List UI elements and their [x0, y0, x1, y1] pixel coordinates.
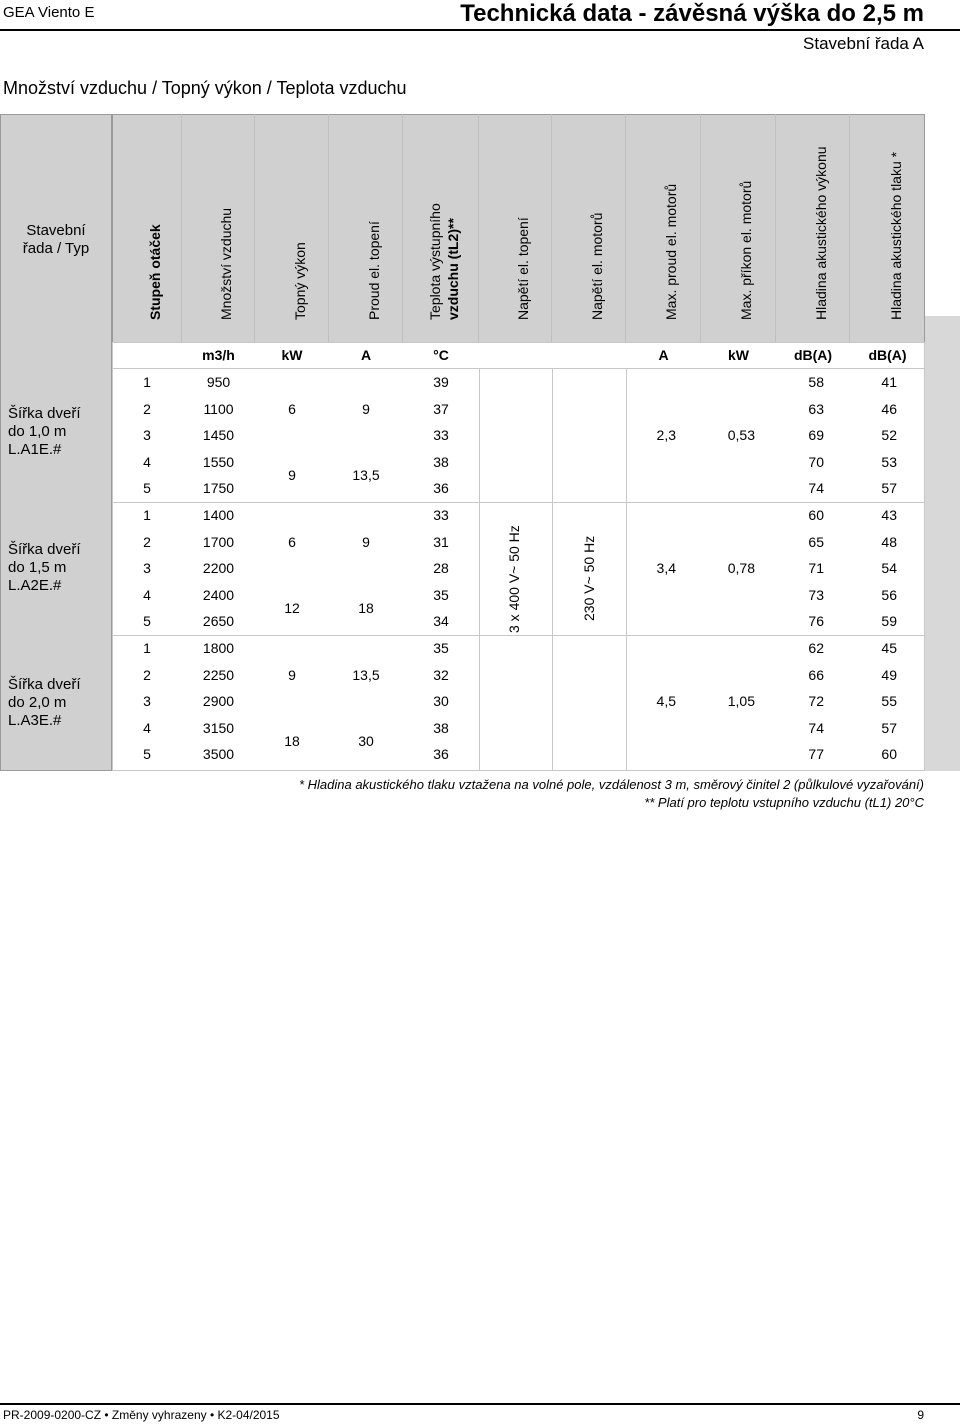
cell-sound-power: 72 — [808, 693, 824, 710]
unit-lwa: dB(A) — [793, 347, 833, 363]
cell-sound-pressure: 59 — [881, 613, 897, 630]
col-header-label: Max. příkon el. motorů — [738, 180, 754, 320]
cell-heating-current: 9 — [362, 533, 370, 550]
col-header-voltage-motor — [552, 114, 626, 342]
cell-sound-pressure: 43 — [881, 507, 897, 523]
group-divider — [112, 635, 925, 636]
cell-sound-power: 71 — [808, 560, 824, 577]
cell-max-motor-power: 1,05 — [727, 693, 755, 710]
group-label-line: do 1,0 m — [8, 423, 67, 440]
cell-sound-pressure: 48 — [881, 533, 897, 550]
col-header-current — [329, 114, 403, 342]
cell-sound-power: 62 — [808, 640, 824, 656]
cell-air-volume: 2900 — [202, 693, 235, 710]
cell-sound-pressure: 57 — [881, 719, 897, 736]
unit-heat: kW — [281, 347, 303, 363]
col-header-stage — [112, 114, 182, 342]
col-header-label: Napětí el. topení — [515, 217, 531, 320]
cell-sound-power: 70 — [808, 453, 824, 470]
footnote-sound-pressure: * Hladina akustického tlaku vztažena na volné pole, vzdálenost 3 m, směrový činitel 2 (půlkulové vyzařování) — [298, 777, 924, 792]
cell-stage: 1 — [143, 374, 151, 390]
cell-heat-output: 12 — [284, 600, 300, 617]
column-divider — [479, 368, 480, 771]
cell-outlet-temp: 37 — [433, 400, 449, 417]
cell-air-volume: 2250 — [202, 666, 235, 683]
cell-sound-power: 76 — [808, 613, 824, 630]
cell-stage: 5 — [143, 613, 151, 630]
cell-stage: 3 — [143, 427, 151, 444]
col-header-air — [182, 114, 255, 342]
cell-outlet-temp: 33 — [433, 507, 449, 523]
cell-outlet-temp: 31 — [433, 533, 449, 550]
col-header-heat — [255, 114, 329, 342]
cell-air-volume: 1750 — [202, 480, 235, 497]
cell-sound-power: 58 — [808, 374, 824, 390]
cell-stage: 1 — [143, 640, 151, 656]
col-header-max-power — [701, 114, 776, 342]
col-header-label: Proud el. topení — [365, 221, 382, 320]
cell-air-volume: 2200 — [202, 560, 235, 577]
unit-temp: °C — [433, 347, 449, 363]
col-header-label: Max. proud el. motorů — [663, 183, 679, 320]
unit-lpa: dB(A) — [868, 347, 907, 363]
cell-sound-power: 63 — [808, 400, 824, 417]
table-shadow — [925, 316, 960, 771]
cell-heating-current: 30 — [358, 733, 374, 750]
cell-sound-pressure: 57 — [881, 480, 897, 497]
cell-heating-current: 9 — [362, 400, 370, 417]
header-rule — [0, 29, 960, 31]
cell-sound-pressure: 56 — [881, 586, 897, 603]
cell-sound-pressure: 46 — [881, 400, 897, 417]
type-header-line: řada / Typ — [22, 240, 90, 257]
cell-outlet-temp: 35 — [433, 586, 449, 603]
col-header-label: Topný výkon — [291, 242, 308, 320]
cell-sound-power: 69 — [808, 427, 824, 444]
group-label-line: L.A1E.# — [8, 441, 62, 458]
col-header-label: Hladina akustického výkonu — [812, 146, 829, 320]
cell-sound-power: 74 — [808, 719, 824, 736]
cell-heat-output: 9 — [288, 467, 296, 484]
unit-current: A — [360, 347, 372, 363]
page-number: 9 — [917, 1408, 924, 1422]
cell-air-volume: 1100 — [203, 400, 234, 417]
unit-max-current: A — [658, 347, 669, 363]
group-label-line: Šířka dveří — [8, 676, 81, 693]
cell-air-volume: 1700 — [202, 533, 235, 550]
group-divider — [112, 502, 925, 503]
col-header-lwa — [776, 114, 850, 342]
cell-air-volume: 3150 — [202, 719, 235, 736]
group-label-line: do 2,0 m — [8, 694, 67, 711]
cell-air-volume: 2400 — [202, 586, 235, 603]
cell-sound-power: 73 — [808, 586, 824, 603]
page-subtitle: Stavební řada A — [803, 34, 924, 53]
cell-stage: 1 — [143, 507, 151, 523]
cell-outlet-temp: 39 — [433, 374, 449, 390]
group-label-line: do 1,5 m — [8, 559, 67, 576]
col-header-label: Napětí el. motorů — [588, 212, 605, 320]
cell-stage: 4 — [143, 719, 151, 736]
col-header-lpa — [850, 114, 925, 342]
cell-heating-current: 13,5 — [352, 666, 380, 683]
unit-max-power: kW — [728, 347, 749, 363]
cell-air-volume: 1400 — [202, 507, 235, 523]
cell-stage: 2 — [143, 533, 151, 550]
cell-heat-output: 6 — [288, 533, 296, 550]
brand-name: GEA Viento E — [3, 4, 95, 21]
cell-sound-power: 77 — [808, 746, 824, 763]
cell-air-volume: 1450 — [202, 427, 235, 444]
cell-outlet-temp: 32 — [433, 666, 449, 683]
cell-heat-output: 6 — [288, 400, 296, 417]
cell-sound-pressure: 52 — [881, 427, 897, 444]
cell-stage: 3 — [143, 560, 151, 577]
cell-sound-power: 65 — [808, 533, 824, 550]
cell-outlet-temp: 35 — [433, 640, 449, 656]
cell-sound-power: 74 — [808, 480, 824, 497]
type-header-line: Stavební — [26, 222, 86, 239]
cell-stage: 2 — [143, 666, 151, 683]
cell-sound-pressure: 49 — [881, 666, 897, 683]
cell-stage: 4 — [143, 453, 151, 470]
col-header-temp — [403, 114, 479, 342]
col-header-label: vzduchu (tL2)** — [444, 218, 461, 320]
cell-sound-power: 66 — [808, 666, 824, 683]
col-header-max-current — [626, 114, 701, 342]
unit-air: m3/h — [202, 347, 235, 363]
cell-heating-current: 18 — [358, 600, 374, 617]
footer-text: PR-2009-0200-CZ • Změny vyhrazeny • K2-04/2015 — [3, 1408, 280, 1422]
group-label-line: Šířka dveří — [8, 405, 81, 422]
cell-max-motor-power: 0,53 — [727, 427, 755, 444]
cell-sound-power: 60 — [808, 507, 824, 523]
cell-air-volume: 1800 — [202, 640, 235, 656]
cell-stage: 3 — [143, 693, 151, 710]
footnote-inlet-temp: ** Platí pro teplotu vstupního vzduchu (tL1) 20°C — [644, 795, 924, 810]
cell-stage: 5 — [143, 746, 151, 763]
cell-outlet-temp: 28 — [433, 560, 449, 577]
col-header-voltage-heat — [479, 114, 552, 342]
cell-air-volume: 950 — [206, 374, 231, 390]
unit-row-divider — [112, 368, 925, 369]
group-label — [8, 541, 81, 595]
cell-sound-pressure: 54 — [881, 560, 897, 577]
cell-outlet-temp: 36 — [433, 746, 449, 763]
group-label-line: L.A2E.# — [8, 577, 62, 594]
cell-max-motor-current: 2,3 — [656, 427, 676, 444]
cell-sound-pressure: 45 — [881, 640, 897, 656]
group-label-line: L.A3E.# — [8, 712, 62, 729]
cell-max-motor-current: 3,4 — [656, 560, 676, 577]
cell-stage: 2 — [143, 400, 151, 417]
cell-outlet-temp: 30 — [433, 693, 449, 710]
footer-rule — [0, 1403, 960, 1405]
voltage-motors: 230 V~ 50 Hz — [581, 535, 597, 621]
cell-sound-pressure: 41 — [881, 374, 897, 390]
voltage-heating: 3 x 400 V~ 50 Hz — [506, 525, 522, 633]
col-header-label: Hladina akustického tlaku * — [887, 151, 904, 320]
cell-sound-pressure: 60 — [881, 746, 897, 763]
cell-outlet-temp: 33 — [433, 427, 449, 444]
column-divider — [552, 368, 553, 771]
type-header — [16, 222, 96, 258]
section-title: Množství vzduchu / Topný výkon / Teplota vzduchu — [3, 78, 407, 98]
col-header-label: Stupeň otáček — [146, 224, 163, 320]
cell-heating-current: 13,5 — [352, 467, 380, 484]
group-label — [8, 676, 81, 730]
cell-sound-pressure: 53 — [881, 453, 897, 470]
cell-heat-output: 9 — [288, 666, 296, 683]
cell-air-volume: 3500 — [202, 746, 235, 763]
cell-outlet-temp: 34 — [433, 613, 449, 630]
cell-stage: 4 — [143, 586, 151, 603]
cell-outlet-temp: 38 — [433, 719, 449, 736]
col-header-label: Množství vzduchu — [218, 207, 234, 320]
cell-stage: 5 — [143, 480, 151, 497]
cell-air-volume: 1550 — [202, 453, 235, 470]
cell-max-motor-power: 0,78 — [727, 560, 755, 577]
cell-air-volume: 2650 — [202, 613, 235, 630]
cell-sound-pressure: 55 — [881, 693, 897, 710]
cell-outlet-temp: 38 — [433, 453, 449, 470]
group-label-line: Šířka dveří — [8, 541, 81, 558]
col-header-label: Teplota výstupního — [426, 203, 443, 320]
page-title: Technická data - závěsná výška do 2,5 m — [460, 0, 924, 27]
cell-max-motor-current: 4,5 — [656, 693, 676, 710]
cell-heat-output: 18 — [284, 733, 300, 750]
group-label — [8, 405, 81, 459]
cell-outlet-temp: 36 — [433, 480, 449, 497]
